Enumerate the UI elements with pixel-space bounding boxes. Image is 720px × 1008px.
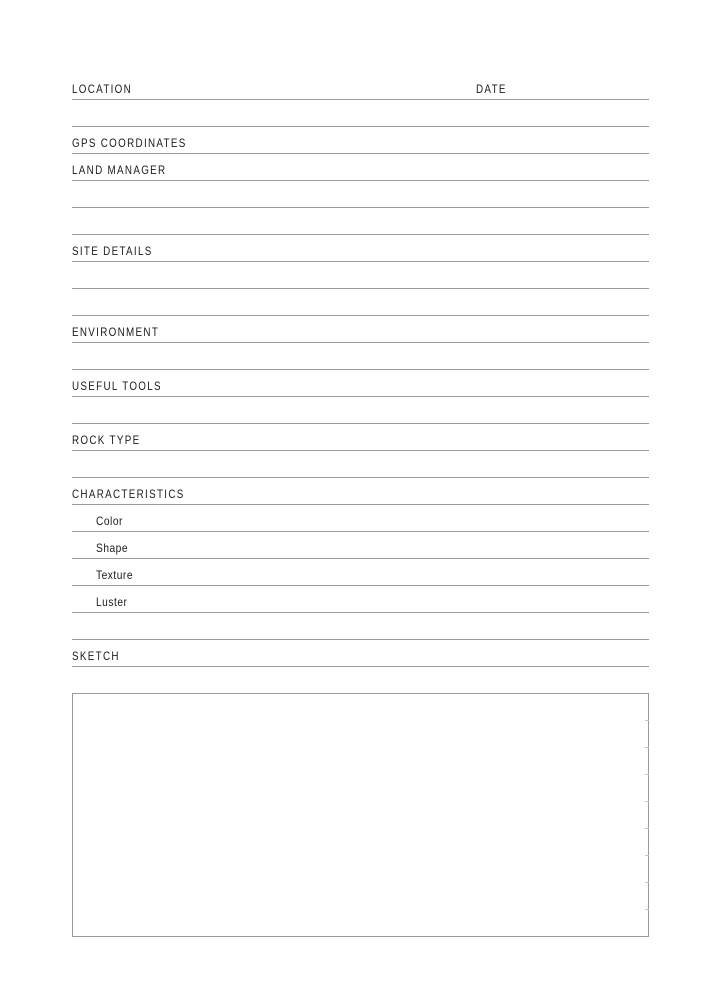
rock-type-line-1[interactable] bbox=[72, 451, 649, 478]
sketch-edge-tick bbox=[645, 801, 649, 802]
location-continuation-line[interactable] bbox=[72, 100, 649, 127]
texture-row[interactable] bbox=[72, 559, 649, 586]
site-details-row[interactable] bbox=[72, 235, 649, 262]
site-details-label: SITE DETAILS bbox=[72, 244, 153, 258]
gps-coordinates-row[interactable] bbox=[72, 127, 649, 154]
site-details-line-2[interactable] bbox=[72, 289, 649, 316]
texture-label: Texture bbox=[96, 568, 134, 582]
location-row[interactable] bbox=[72, 73, 649, 100]
characteristics-label: CHARACTERISTICS bbox=[72, 487, 185, 501]
site-details-line-1[interactable] bbox=[72, 262, 649, 289]
sketch-edge-tick bbox=[645, 855, 649, 856]
land-manager-row[interactable] bbox=[72, 154, 649, 181]
location-label: LOCATION bbox=[72, 82, 133, 96]
sketch-edge-tick bbox=[645, 882, 649, 883]
sketch-edge-tick bbox=[645, 747, 649, 748]
sketch-area[interactable] bbox=[72, 693, 649, 937]
sketch-edge-tick bbox=[645, 720, 649, 721]
useful-tools-line-1[interactable] bbox=[72, 397, 649, 424]
characteristics-extra-line[interactable] bbox=[72, 613, 649, 640]
date-label: DATE bbox=[476, 82, 507, 96]
rock-type-row[interactable] bbox=[72, 424, 649, 451]
color-row[interactable] bbox=[72, 505, 649, 532]
rock-type-label: ROCK TYPE bbox=[72, 433, 141, 447]
sketch-edge-tick bbox=[645, 774, 649, 775]
sketch-row bbox=[72, 640, 649, 667]
environment-row[interactable] bbox=[72, 316, 649, 343]
characteristics-row[interactable] bbox=[72, 478, 649, 505]
luster-label: Luster bbox=[96, 595, 128, 609]
sketch-edge-tick bbox=[645, 909, 649, 910]
gps-coordinates-label: GPS COORDINATES bbox=[72, 136, 187, 150]
land-manager-line-1[interactable] bbox=[72, 181, 649, 208]
environment-label: ENVIRONMENT bbox=[72, 325, 160, 339]
land-manager-label: LAND MANAGER bbox=[72, 163, 167, 177]
environment-line-1[interactable] bbox=[72, 343, 649, 370]
shape-row[interactable] bbox=[72, 532, 649, 559]
shape-label: Shape bbox=[96, 541, 129, 555]
sketch-label: SKETCH bbox=[72, 649, 120, 663]
useful-tools-label: USEFUL TOOLS bbox=[72, 379, 162, 393]
land-manager-line-2[interactable] bbox=[72, 208, 649, 235]
luster-row[interactable] bbox=[72, 586, 649, 613]
sketch-edge-tick bbox=[645, 828, 649, 829]
color-label: Color bbox=[96, 514, 123, 528]
useful-tools-row[interactable] bbox=[72, 370, 649, 397]
